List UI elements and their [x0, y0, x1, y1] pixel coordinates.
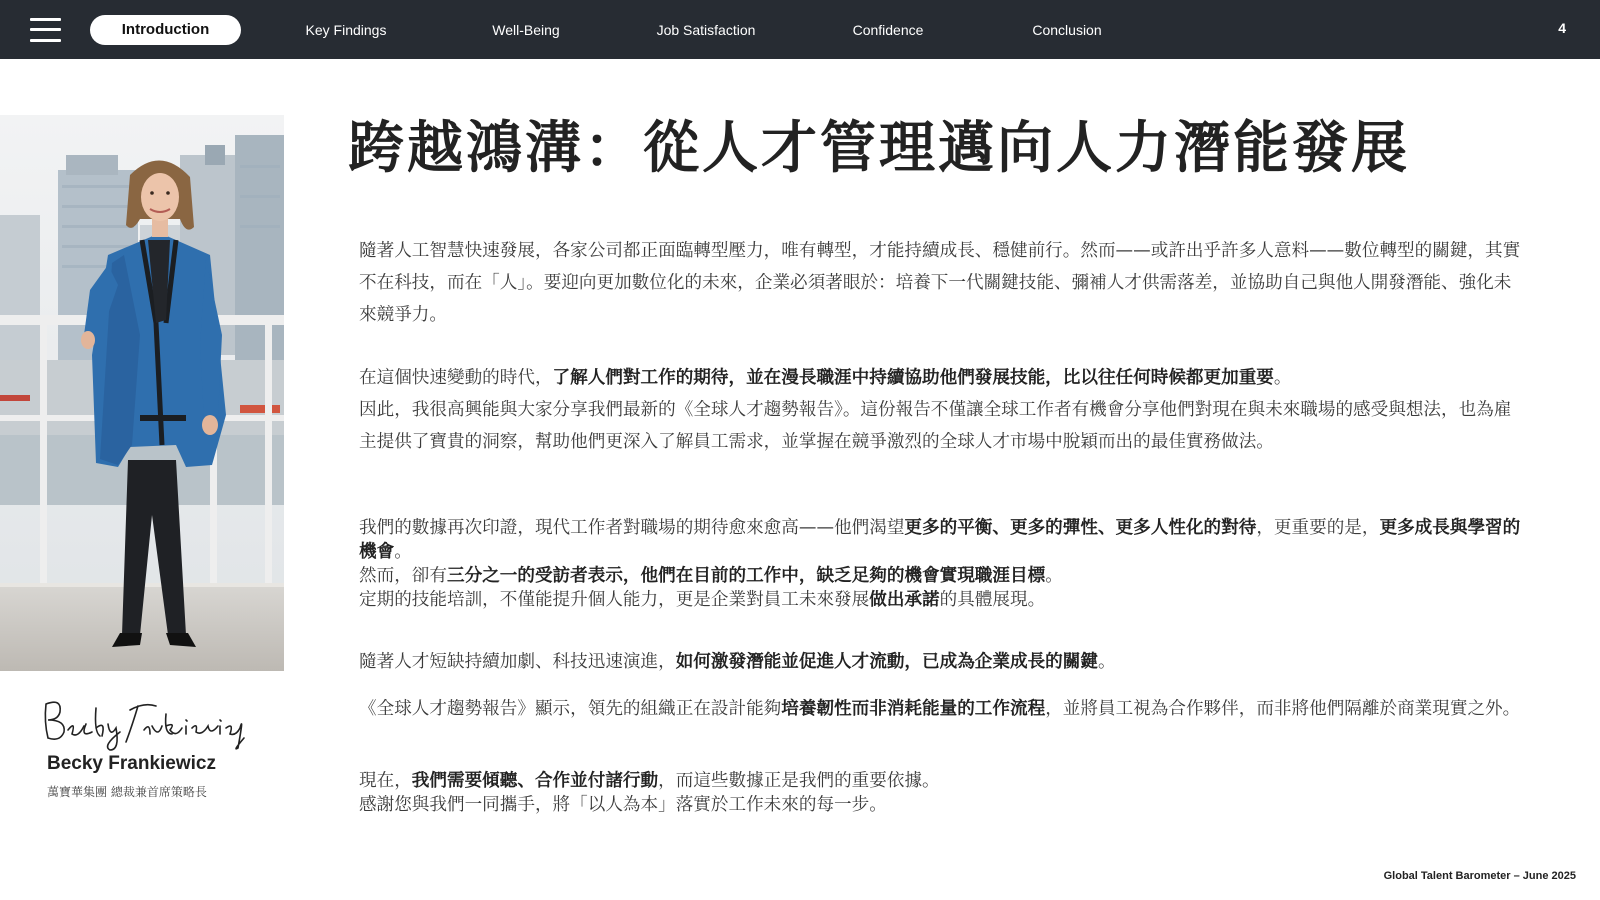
p3-text-1: ，更重要的是， — [1256, 518, 1380, 538]
p2-text-1: 。 — [1273, 368, 1292, 388]
paragraph-4 — [359, 650, 1521, 674]
p5-bold-0: 培養韌性而非消耗能量的工作流程 — [781, 699, 1046, 719]
p5-text-0: 《全球人才趨勢報告》顯示，領先的組織正在設計能夠 — [359, 699, 782, 719]
p6-text-2: 感謝您與我們一同攜手，將「以人為本」落實於工作未來的每一步。 — [359, 795, 887, 815]
p6-bold-0: 我們需要傾聽、合作並付諸行動 — [411, 771, 659, 791]
author-photo — [0, 115, 284, 671]
page-title: 跨越鴻溝：從人才管理邁向人力潛能發展 — [348, 116, 1410, 181]
tab-job-satisfaction[interactable]: Job Satisfaction — [656, 22, 756, 38]
p3-text-4: 。 — [1045, 566, 1063, 586]
p3-text-2: 。 — [394, 542, 412, 562]
author-name: Becky Frankiewicz — [47, 753, 216, 774]
footer-report-label: Global Talent Barometer – June 2025 — [1383, 870, 1576, 882]
tab-confidence[interactable]: Confidence — [852, 22, 924, 38]
top-nav-bar — [0, 0, 1600, 59]
paragraph-2 — [359, 362, 1521, 458]
paragraph-1 — [359, 235, 1521, 331]
tab-introduction[interactable]: Introduction — [90, 15, 241, 45]
p3-text-5: 定期的技能培訓，不僅能提升個人能力，更是企業對員工未來發展 — [359, 590, 870, 610]
p4-text-0: 隨著人才短缺持續加劇、科技迅速演進， — [359, 652, 676, 672]
p2-text-0: 在這個快速變動的時代， — [359, 368, 553, 388]
p3-text-3: 然而，卻有 — [359, 566, 447, 586]
p4-text-1: 。 — [1097, 652, 1116, 672]
p3-bold-2: 三分之一的受訪者表示，他們在目前的工作中，缺乏足夠的機會實現職涯目標 — [446, 566, 1046, 586]
paragraph-5 — [359, 697, 1521, 721]
p5-text-1: ，並將員工視為合作夥伴，而非將他們隔離於商業現實之外。 — [1045, 699, 1521, 719]
p3-text-0: 我們的數據再次印證，現代工作者對職場的期待愈來愈高——他們渴望 — [359, 518, 905, 538]
p6-text-0: 現在， — [359, 771, 412, 791]
p6-text-1: ，而這些數據正是我們的重要依據。 — [658, 771, 940, 791]
p4-bold-0: 如何激發潛能並促進人才流動，已成為企業成長的關鍵 — [675, 652, 1098, 672]
tab-conclusion[interactable]: Conclusion — [1032, 22, 1102, 38]
author-title: 萬寶華集團 總裁兼首席策略長 — [47, 785, 207, 799]
paragraph-1-text: 隨著人工智慧快速發展，各家公司都正面臨轉型壓力，唯有轉型，才能持續成長、穩健前行。然而——或許出乎許多人意料——數位轉型的關鍵，其實不在科技，而在「人」。要迎向更加數位化的未來，企業必須著眼於：培養下一代關鍵技能、彌補人才供需落差，並協助自己與他人開發潛能、強化未來競爭力。 — [359, 241, 1521, 325]
p2-bold-0: 了解人們對工作的期待，並在漫長職涯中持續協助他們發展技能，比以往任何時候都更加重要 — [552, 368, 1274, 388]
tab-key-findings[interactable]: Key Findings — [305, 22, 387, 38]
page-number: 4 — [1558, 20, 1566, 36]
p3-bold-1: 更多成長與學習的機會 — [359, 518, 1521, 562]
p2-text-2: 因此，我很高興能與大家分享我們最新的《全球人才趨勢報告》。這份報告不僅讓全球工作者有機會分享他們對現在與未來職場的感受與想法，也為雇主提供了寶貴的洞察，幫助他們更深入了解員工需求，並掌握在競爭激烈的全球人才市場中脫穎而出的最佳實務做法。 — [359, 400, 1512, 452]
author-signature — [40, 694, 250, 752]
tab-well-being[interactable]: Well-Being — [492, 22, 560, 38]
hamburger-menu-icon[interactable] — [30, 18, 61, 42]
paragraph-3 — [359, 516, 1521, 612]
p3-text-6: 的具體展現。 — [939, 590, 1046, 610]
paragraph-6 — [359, 769, 1521, 817]
p3-bold-3: 做出承諾 — [869, 590, 940, 610]
p3-bold-0: 更多的平衡、更多的彈性、更多人性化的對待 — [904, 518, 1257, 538]
